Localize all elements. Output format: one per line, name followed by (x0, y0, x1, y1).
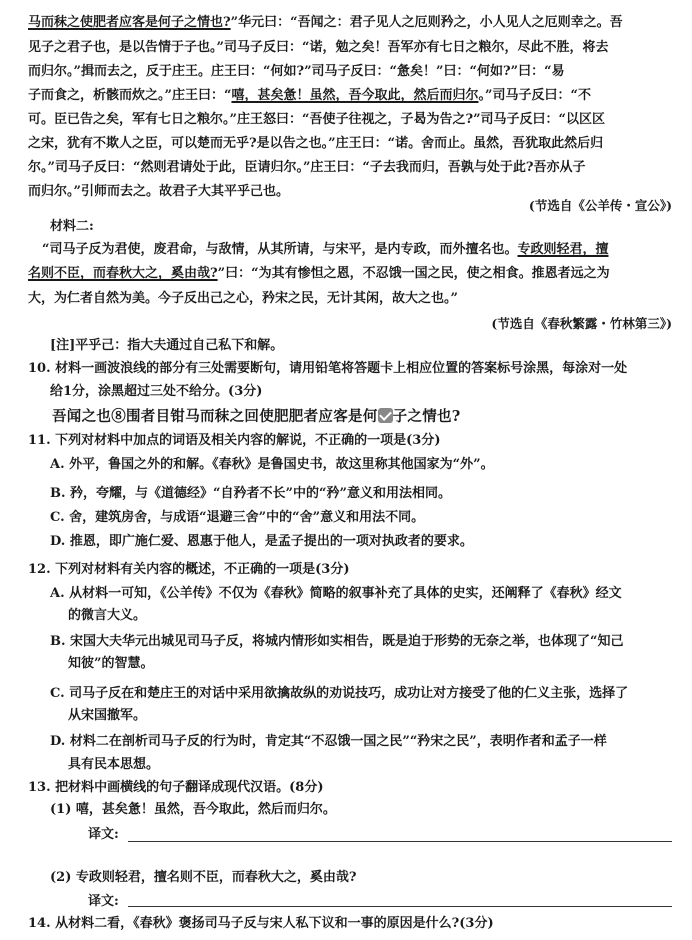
question-10-sentence: 吾闻之也⑧围者目钳马而秣之回使肥肥者应客是何 子之情也? (52, 408, 461, 425)
answer-line-1[interactable] (128, 841, 672, 842)
question-11-option-b: B. 矜，夸耀，与《道德经》“自矜者不长”中的“矜”意义和用法相同。 (50, 486, 451, 501)
passage-1-line-4: 子而食之，析骸而炊之。”庄王曰：“嘻，甚矣惫！虽然，吾今取此，然后而归尔。”司马子反曰：“不 (28, 88, 591, 103)
question-11-option-c: C. 舍，建筑房舍，与成语“退避三舍”中的“舍”意义和用法不同。 (50, 510, 425, 525)
question-12-option-a-line-1: A. 从材料一可知，《公羊传》不仅为《春秋》简略的叙事补充了具体的史实，还阐释了《春秋》经文 (50, 586, 622, 601)
passage-1-line-6: 之宋，犹有不欺人之臣，可以楚而无乎?是以告之也。”庄王曰：“诺。舍而止。虽然，吾犹取此然后归 (28, 136, 604, 151)
material-2-line-3: 大，为仁者自然为美。今子反出己之心，矜宋之民，无计其闲，故大之也。” (28, 291, 458, 306)
question-13-item-1: (1) 嘻，甚矣惫！虽然，吾今取此，然后而归尔。 (50, 802, 336, 817)
passage-1-line-5: 可。臣已告之矣，军有七日之粮尔。”庄王怒曰：“吾使子往视之，子曷为告之?”司马子反曰：“以区区 (28, 112, 606, 127)
question-13-stem: 13. 把材料中画横线的句子翻译成现代汉语。(8分) (28, 780, 324, 795)
passage-1-source: (节选自《公羊传・宣公》) (528, 198, 672, 213)
question-10-stem-line-1: 10. 材料一画波浪线的部分有三处需要断句，请用铅笔将答题卡上相应位置的答案标号涂黑，每涂对一处 (28, 361, 628, 376)
material-2-source: (节选自《春秋繁露・竹林第三》) (491, 316, 672, 331)
question-12-option-b-line-2: 知彼”的智慧。 (68, 656, 154, 671)
material-2-label: 材料二: (50, 219, 94, 234)
passage-1-line-7: 尔。”司马子反曰：“然则君请处于此，臣请归尔。”庄王曰：“子去我而归，吾孰与处于此?吾亦从子 (28, 160, 586, 175)
check-icon (378, 408, 393, 423)
answer-line-2[interactable] (128, 906, 672, 907)
question-11-stem: 11. 下列对材料中加点的词语及相关内容的解说，不正确的一项是(3分) (28, 433, 441, 448)
question-13-item-2: (2) 专政则轻君，擅名则不臣，而春秋大之，奚由哉? (50, 870, 357, 885)
question-12-option-a-line-2: 的微言大义。 (68, 608, 147, 623)
question-12-option-b-line-1: B. 宋国大夫华元出城见司马子反，将城内情形如实相告，既是迫于形势的无奈之举，也体现了“知己 (50, 634, 624, 649)
question-12-stem: 12. 下列对材料有关内容的概述，不正确的一项是(3分) (28, 562, 350, 577)
underlined-sentence: 嘻，甚矣惫！虽然，吾今取此，然后而归尔 (231, 88, 479, 103)
answer-label: 译文: (88, 894, 119, 909)
material-2-line-1: “司马子反为君使，废君命，与敌情，从其所请，与宋平，是内专政，而外擅名也。专政则轻君，擅 (42, 242, 609, 257)
underlined-sentence: 名则不臣，而春秋大之，奚由哉? (28, 266, 218, 281)
question-12-option-c-line-1: C. 司马子反在和楚庄王的对话中采用欲擒故纵的劝说技巧，成功让对方接受了他的仁义主张，选择了 (50, 686, 629, 701)
passage-1-line-2: 见子之君子也，是以告情于子也。”司马子反曰：“诺，勉之矣！吾军亦有七日之粮尔，尽此不胜，将去 (28, 40, 609, 55)
question-12-option-d-line-2: 具有民本思想。 (68, 757, 160, 772)
underlined-sentence: 专政则轻君，擅 (517, 242, 609, 257)
footnote: [注]平乎己：指大夫通过自己私下和解。 (50, 338, 284, 353)
material-2-line-2: 名则不臣，而春秋大之，奚由哉?”曰：“为其有惨怛之恩，不忍饿一国之民，使之相食。推恩者远之为 (28, 266, 610, 281)
question-14-stem: 14. 从材料二看，《春秋》褒扬司马子反与宋人私下议和一事的原因是什么?(3分) (28, 916, 494, 931)
underlined-sentence: 马而秣之使肥者应客是何子之情也? (28, 15, 231, 30)
question-12-option-d-line-1: D. 材料二在剖析司马子反的行为时，肯定其“不忍饿一国之民”“矜宋之民”，表明作者和孟子一样 (50, 734, 607, 749)
passage-1-line-8: 而归尔。”引师而去之。故君子大其平乎己也。 (28, 184, 289, 199)
question-12-option-c-line-2: 从宋国撤军。 (68, 708, 147, 723)
question-10-stem-line-2: 给1分，涂黑超过三处不给分。(3分) (50, 384, 263, 399)
answer-label: 译文: (88, 827, 119, 842)
question-11-option-a: A. 外平，鲁国之外的和解。《春秋》是鲁国史书，故这里称其他国家为“外”。 (50, 457, 494, 472)
question-11-option-d: D. 推恩，即广施仁爱、恩惠于他人，是孟子提出的一项对执政者的要求。 (50, 534, 473, 549)
passage-1-line-3: 而归尔。”揖而去之，反于庄王。庄王曰：“何如?”司马子反曰：“惫矣！”曰：“何如?”曰：“易 (28, 64, 565, 79)
passage-1-line-1: 马而秣之使肥者应客是何子之情也?”华元曰：“吾闻之：君子见人之厄则矜之，小人见人之厄则幸之。吾 (28, 15, 623, 30)
